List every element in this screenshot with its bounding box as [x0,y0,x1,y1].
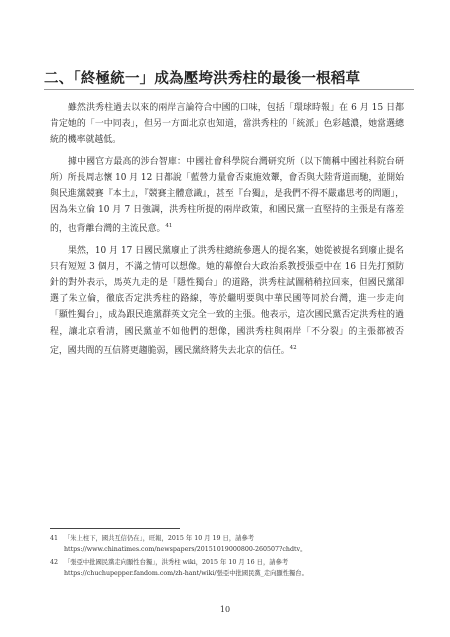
paragraph [50,100,404,149]
footnote [50,558,410,579]
footnotes [50,534,410,582]
footnote-number: 42 [50,559,59,566]
paragraph [50,154,404,238]
footnote [50,534,410,555]
page-number: 10 [219,605,231,614]
paragraph-text: 果然，10 月 17 日國民黨廢止了洪秀柱總統參選人的提名案，她從被提名到廢止提名只有短短 3 個月，不滿之情可以想像。她的幕僚台大政治系教授張亞中在 16 日先打預防針的對外表示，馬英九走的是「隱性獨台」的道路，洪秀柱試圖稍稍拉回來，但國民黨卻選了朱立倫，徹底否定洪秀柱的路線，等於繼明要與中華民國等同於台灣，進一步走向「顯性獨台」，成為跟民進黨群英文完全一致的主張。他表示，這次國民黨否定洪秀柱的過程，讓北京看清，國民黨並不如他們的想像，國洪秀柱與兩岸「不分裂」的主張都被否定，國共間的互信將更趨脆弱，國民黨終將失去北京的信任。 [50,245,404,356]
section-heading: 二、「終極統一」成為壓垮洪秀柱的最後一根稻草 [44,70,361,87]
paragraph-text: 據中國官方最高的涉台智庫：中國社會科學院台灣研究所（以下簡稱中國社科院台研所）所長周志懷 10 月 12 日都說「藍營力量會否東施效顰，會否與大陸背道而馳，並開始與民進黨競賽『本土』，『競賽主體意識』，甚至『台獨』，是我們不得不嚴肅思考的問題」，因為朱立倫 10 月 7 日強調，洪秀柱所提的兩岸政策，和國民黨一直堅持的主張是有落差的，也背離台灣的主流民意。 [50,156,404,235]
heading-divider [44,89,414,90]
footnote-text: 「張亞中批國民黨走向顯性台獨」，洪秀柱 wiki，2015 年 10 月 16 日，請參考 https://chuchupepper.fandom.com/zh-hant/wiki/張亞中批國民黨_走向顯性獨台。 [64,559,308,577]
body-text [50,100,404,364]
footnote-reference[interactable]: 42 [289,344,297,351]
footnote-number: 41 [50,535,59,542]
footnote-divider [50,528,180,529]
footnote-reference[interactable]: 41 [165,223,173,230]
footnote-text: 「朱上柱下，國共互信仍在」，旺報，2015 年 10 月 19 日，請參考 https://www.chinatimes.com/newspapers/20151019000800-260507?chdtv。 [64,535,307,553]
paragraph [50,243,404,359]
paragraph-text: 雖然洪秀柱過去以來的兩岸言論符合中國的口味，包括「環球時報」在 6 月 15 日都肯定她的「一中同表」，但另一方面北京也知道，當洪秀柱的「統派」色彩越濃，她當選總統的機率就越低。 [50,103,404,146]
